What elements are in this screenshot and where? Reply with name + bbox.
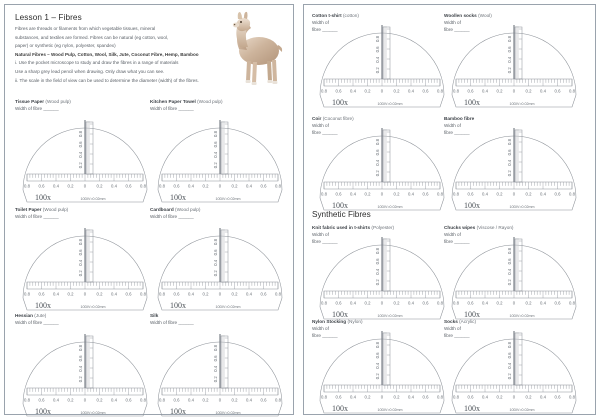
svg-text:0.2: 0.2 — [364, 191, 371, 197]
svg-text:0.8: 0.8 — [375, 342, 380, 348]
svg-text:0.2: 0.2 — [96, 183, 103, 189]
reticle-magnification-label: 100x — [170, 193, 186, 202]
svg-text:0.6: 0.6 — [507, 46, 512, 53]
reticle-magnification-label: 100x — [464, 201, 480, 210]
svg-text:0.6: 0.6 — [260, 183, 267, 189]
width-prompt-knit-fabric[interactable]: Width of fibre ______ — [312, 232, 338, 244]
width-prompt-cardboard[interactable]: Width of fibre ______ — [150, 214, 194, 219]
svg-text:0.4: 0.4 — [507, 362, 512, 369]
svg-text:0.6: 0.6 — [78, 141, 83, 148]
svg-text:0.6: 0.6 — [422, 300, 429, 306]
reticle-scale-caption: 10DIV=0.02mm — [377, 205, 403, 209]
svg-text:0.2: 0.2 — [375, 67, 380, 74]
svg-text:0.6: 0.6 — [335, 394, 342, 400]
width-prompt-toilet-paper[interactable]: Width of fibre ______ — [15, 214, 59, 219]
svg-text:0.4: 0.4 — [408, 191, 414, 197]
svg-text:0.8: 0.8 — [375, 248, 380, 254]
reticle-magnification-label: 100x — [332, 201, 348, 210]
specimen-toilet-paper — [15, 206, 146, 310]
svg-text:0.8: 0.8 — [159, 397, 165, 403]
svg-text:0.6: 0.6 — [375, 46, 380, 53]
svg-text:0.6: 0.6 — [38, 291, 45, 297]
svg-text:0.2: 0.2 — [496, 300, 503, 306]
svg-text:0.8: 0.8 — [275, 291, 281, 297]
specimen-title-toilet-paper: Toilet Paper (Wood pulp) — [15, 207, 69, 212]
reticle-magnification-label: 100x — [464, 310, 480, 319]
svg-text:0.2: 0.2 — [393, 394, 400, 400]
reticle-kitchen-paper-towel[interactable] — [150, 112, 290, 205]
svg-text:0.4: 0.4 — [188, 183, 194, 189]
svg-text:0.6: 0.6 — [38, 183, 45, 189]
svg-text:0.2: 0.2 — [78, 162, 83, 169]
svg-text:0.6: 0.6 — [422, 88, 429, 94]
svg-text:0: 0 — [380, 191, 384, 197]
width-prompt-nylon-stocking[interactable]: Width of fibre ______ — [312, 326, 338, 338]
svg-text:0.8: 0.8 — [507, 139, 512, 145]
svg-text:0.4: 0.4 — [408, 394, 414, 400]
reticle-scale-caption: 10DIV=0.02mm — [509, 205, 535, 209]
svg-text:0.6: 0.6 — [78, 249, 83, 256]
width-prompt-chucks-wipes[interactable]: Width of fibre ______ — [444, 232, 470, 244]
specimen-title-bamboo-fibre: Bamboo fibre — [444, 116, 475, 121]
reticle-nylon-stocking[interactable] — [312, 323, 452, 416]
width-prompt-woollen-socks[interactable]: Width of fibre ______ — [444, 20, 470, 32]
svg-text:0.8: 0.8 — [24, 397, 30, 403]
specimen-socks — [444, 318, 575, 413]
svg-text:0.2: 0.2 — [78, 270, 83, 277]
width-prompt-socks[interactable]: Width of fibre ______ — [444, 326, 470, 338]
specimen-bamboo-fibre — [444, 115, 575, 210]
reticle-tissue-paper[interactable] — [15, 112, 155, 205]
reticle-magnification-label: 100x — [35, 407, 51, 416]
instruction-line-1: i. Use the pocket microscope to study and draw the fibres in a range of materials — [15, 60, 179, 66]
svg-text:0.6: 0.6 — [125, 397, 132, 403]
svg-text:0.4: 0.4 — [507, 159, 512, 166]
svg-text:0.2: 0.2 — [375, 373, 380, 380]
reticle-scale-caption: 10DIV=0.02mm — [509, 314, 535, 318]
svg-text:0.4: 0.4 — [482, 300, 488, 306]
svg-text:0.8: 0.8 — [569, 88, 575, 94]
specimen-title-kitchen-paper-towel: Kitchen Paper Towel (Wood pulp) — [150, 99, 223, 104]
width-prompt-bamboo-fibre[interactable]: Width of fibre ______ — [444, 123, 470, 135]
worksheet-sheet-right — [303, 4, 596, 415]
svg-text:0.2: 0.2 — [507, 279, 512, 286]
svg-text:0.4: 0.4 — [507, 56, 512, 63]
svg-text:0.8: 0.8 — [321, 191, 327, 197]
svg-text:0.8: 0.8 — [453, 88, 459, 94]
svg-text:0.6: 0.6 — [260, 291, 267, 297]
svg-text:0.4: 0.4 — [111, 291, 117, 297]
reticle-magnification-label: 100x — [332, 98, 348, 107]
svg-text:0.6: 0.6 — [173, 183, 180, 189]
specimen-knit-fabric — [312, 224, 443, 319]
svg-text:0.2: 0.2 — [496, 88, 503, 94]
svg-text:0.4: 0.4 — [408, 300, 414, 306]
specimen-title-hessian: Hessian (Jute) — [15, 313, 47, 318]
svg-text:0.6: 0.6 — [38, 397, 45, 403]
svg-text:0.8: 0.8 — [507, 36, 512, 42]
svg-text:0.2: 0.2 — [507, 373, 512, 380]
svg-text:0.8: 0.8 — [78, 131, 83, 137]
svg-text:0.2: 0.2 — [96, 291, 103, 297]
section-title-synthetic-fibres: Synthetic Fibres — [312, 210, 371, 219]
worksheet-sheet-left — [4, 4, 294, 415]
specimen-title-silk: Silk — [150, 313, 159, 318]
svg-text:0.2: 0.2 — [78, 376, 83, 383]
svg-text:0.8: 0.8 — [437, 394, 443, 400]
svg-text:0.4: 0.4 — [482, 394, 488, 400]
svg-text:0: 0 — [512, 300, 516, 306]
svg-text:0: 0 — [380, 394, 384, 400]
svg-text:0.6: 0.6 — [125, 291, 132, 297]
svg-text:0.6: 0.6 — [507, 352, 512, 359]
svg-text:0.2: 0.2 — [375, 279, 380, 286]
specimen-woollen-socks — [444, 12, 575, 107]
svg-text:0.6: 0.6 — [422, 191, 429, 197]
svg-text:0.2: 0.2 — [202, 183, 209, 189]
svg-text:0.2: 0.2 — [525, 191, 532, 197]
specimen-title-nylon-stocking: Nylon Stocking (Nylon) — [312, 319, 363, 324]
svg-text:0.2: 0.2 — [393, 300, 400, 306]
reticle-magnification-label: 100x — [464, 98, 480, 107]
svg-text:0.4: 0.4 — [375, 159, 380, 166]
svg-text:0.8: 0.8 — [275, 183, 281, 189]
reticle-scale-caption: 10DIV=0.02mm — [509, 102, 535, 106]
svg-text:0.4: 0.4 — [375, 362, 380, 369]
reticle-cotton-t-shirt[interactable] — [312, 17, 452, 110]
svg-text:0.8: 0.8 — [437, 88, 443, 94]
svg-text:0.8: 0.8 — [569, 394, 575, 400]
svg-text:0.6: 0.6 — [554, 300, 561, 306]
svg-text:0.6: 0.6 — [375, 352, 380, 359]
svg-text:0.4: 0.4 — [375, 268, 380, 275]
reticle-scale-caption: 10DIV=0.02mm — [377, 314, 403, 318]
svg-text:0.2: 0.2 — [364, 88, 371, 94]
reticle-scale-caption: 10DIV=0.02mm — [215, 197, 241, 201]
reticle-woollen-socks[interactable] — [444, 17, 584, 110]
svg-text:0.2: 0.2 — [231, 397, 238, 403]
specimen-title-socks: Socks (Acrylic) — [444, 319, 477, 324]
reticle-socks[interactable] — [444, 323, 584, 416]
svg-text:0.8: 0.8 — [213, 345, 218, 351]
reticle-hessian[interactable] — [15, 326, 155, 419]
svg-text:0.4: 0.4 — [53, 183, 59, 189]
svg-text:0: 0 — [380, 300, 384, 306]
svg-text:0.6: 0.6 — [335, 300, 342, 306]
svg-text:0: 0 — [218, 397, 222, 403]
svg-text:0.4: 0.4 — [540, 191, 546, 197]
svg-text:0.2: 0.2 — [96, 397, 103, 403]
svg-text:0.4: 0.4 — [53, 291, 59, 297]
svg-text:0.2: 0.2 — [525, 394, 532, 400]
svg-text:0.8: 0.8 — [140, 183, 146, 189]
svg-text:0.4: 0.4 — [507, 268, 512, 275]
svg-text:0.4: 0.4 — [375, 56, 380, 63]
svg-text:0.4: 0.4 — [540, 394, 546, 400]
width-prompt-tissue-paper[interactable]: Width of fibre ______ — [15, 106, 59, 111]
svg-text:0.8: 0.8 — [140, 397, 146, 403]
svg-text:0.4: 0.4 — [246, 291, 252, 297]
reticle-magnification-label: 100x — [35, 193, 51, 202]
svg-text:0.4: 0.4 — [53, 397, 59, 403]
svg-text:0.8: 0.8 — [78, 239, 83, 245]
specimen-hessian — [15, 312, 146, 416]
svg-text:0.6: 0.6 — [422, 394, 429, 400]
reticle-magnification-label: 100x — [170, 301, 186, 310]
svg-text:0.6: 0.6 — [467, 394, 474, 400]
svg-text:0.6: 0.6 — [173, 291, 180, 297]
svg-text:0.2: 0.2 — [67, 183, 74, 189]
svg-text:0.2: 0.2 — [364, 394, 371, 400]
svg-text:0.8: 0.8 — [375, 139, 380, 145]
svg-text:0.8: 0.8 — [213, 131, 218, 137]
svg-text:0.4: 0.4 — [111, 183, 117, 189]
svg-text:0.4: 0.4 — [408, 88, 414, 94]
svg-text:0.2: 0.2 — [213, 376, 218, 383]
reticle-chucks-wipes[interactable] — [444, 229, 584, 322]
specimen-cardboard — [150, 206, 281, 310]
svg-text:0: 0 — [83, 183, 87, 189]
svg-text:0.6: 0.6 — [78, 355, 83, 362]
specimen-title-coir: Coir (Coconut fibre) — [312, 116, 354, 121]
reticle-bamboo-fibre[interactable] — [444, 120, 584, 213]
svg-text:0.4: 0.4 — [246, 397, 252, 403]
svg-text:0.8: 0.8 — [507, 248, 512, 254]
svg-text:0.8: 0.8 — [213, 239, 218, 245]
svg-text:0.4: 0.4 — [350, 394, 356, 400]
svg-text:0.6: 0.6 — [554, 394, 561, 400]
svg-text:0: 0 — [512, 394, 516, 400]
svg-text:0.4: 0.4 — [213, 259, 218, 266]
reticle-magnification-label: 100x — [464, 404, 480, 413]
specimen-nylon-stocking — [312, 318, 443, 413]
svg-text:0.4: 0.4 — [78, 151, 83, 158]
intro-line-2: substances, and textiles are formed. Fibres can be natural (eg cotton, wool, — [15, 34, 169, 40]
svg-text:0.6: 0.6 — [507, 258, 512, 265]
reticle-silk[interactable] — [150, 326, 290, 419]
svg-text:0.4: 0.4 — [540, 300, 546, 306]
svg-text:0.4: 0.4 — [540, 88, 546, 94]
svg-text:0.8: 0.8 — [375, 36, 380, 42]
svg-text:0.8: 0.8 — [453, 191, 459, 197]
specimen-title-cotton-t-shirt: Cotton t-shirt (cotton) — [312, 13, 359, 18]
svg-text:0.8: 0.8 — [275, 397, 281, 403]
width-prompt-cotton-t-shirt[interactable]: Width of fibre ______ — [312, 20, 338, 32]
specimen-chucks-wipes — [444, 224, 575, 319]
reticle-scale-caption: 10DIV=0.02mm — [80, 411, 106, 415]
reticle-coir[interactable] — [312, 120, 452, 213]
svg-text:0.8: 0.8 — [321, 88, 327, 94]
svg-text:0.6: 0.6 — [467, 88, 474, 94]
svg-text:0: 0 — [83, 291, 87, 297]
svg-text:0.2: 0.2 — [67, 397, 74, 403]
svg-text:0.4: 0.4 — [482, 88, 488, 94]
instruction-line-2: Use a sharp grey lead pencil when drawing. Only draw what you can see. — [15, 68, 165, 74]
specimen-silk — [150, 312, 281, 416]
reticle-magnification-label: 100x — [332, 310, 348, 319]
svg-text:0.2: 0.2 — [213, 162, 218, 169]
svg-text:0.8: 0.8 — [78, 345, 83, 351]
svg-text:0: 0 — [218, 183, 222, 189]
reticle-magnification-label: 100x — [35, 301, 51, 310]
svg-text:0.6: 0.6 — [507, 149, 512, 156]
svg-text:0.4: 0.4 — [350, 191, 356, 197]
svg-text:0.2: 0.2 — [507, 170, 512, 177]
svg-text:0.8: 0.8 — [453, 300, 459, 306]
reticle-scale-caption: 10DIV=0.02mm — [215, 305, 241, 309]
reticle-scale-caption: 10DIV=0.02mm — [509, 408, 535, 412]
svg-text:0.6: 0.6 — [335, 191, 342, 197]
svg-text:0: 0 — [83, 397, 87, 403]
natural-fibres-line: Natural Fibres – Wood Pulp, Cotton, Wool, Silk, Jute, Coconut Fibre, Hemp, Bamboo — [15, 51, 199, 57]
svg-text:0.2: 0.2 — [213, 270, 218, 277]
svg-text:0.4: 0.4 — [213, 151, 218, 158]
svg-text:0.8: 0.8 — [159, 291, 165, 297]
svg-text:0.6: 0.6 — [467, 300, 474, 306]
page-title: Lesson 1 – Fibres — [15, 13, 82, 22]
svg-text:0.6: 0.6 — [125, 183, 132, 189]
width-prompt-hessian[interactable]: Width of fibre ______ — [15, 320, 59, 325]
svg-text:0.6: 0.6 — [467, 191, 474, 197]
svg-text:0.4: 0.4 — [213, 365, 218, 372]
specimen-cotton-t-shirt — [312, 12, 443, 107]
reticle-scale-caption: 10DIV=0.02mm — [80, 305, 106, 309]
svg-text:0.4: 0.4 — [350, 88, 356, 94]
svg-text:0.2: 0.2 — [375, 170, 380, 177]
intro-line-3: paper) or synthetic (eg nylon, polyester, spandex) — [15, 43, 116, 49]
reticle-scale-caption: 10DIV=0.02mm — [80, 197, 106, 201]
width-prompt-coir[interactable]: Width of fibre ______ — [312, 123, 338, 135]
svg-text:0.6: 0.6 — [213, 141, 218, 148]
svg-text:0.2: 0.2 — [231, 183, 238, 189]
svg-text:0.8: 0.8 — [507, 342, 512, 348]
svg-text:0: 0 — [512, 88, 516, 94]
reticle-knit-fabric[interactable] — [312, 229, 452, 322]
instruction-line-3: ii. The scale in the field of view can be used to determine the diameter (width) of the fibres. — [15, 77, 199, 83]
reticle-magnification-label: 100x — [332, 404, 348, 413]
svg-text:0.4: 0.4 — [111, 397, 117, 403]
svg-text:0.4: 0.4 — [78, 259, 83, 266]
specimen-coir — [312, 115, 443, 210]
svg-text:0.8: 0.8 — [437, 300, 443, 306]
svg-text:0.8: 0.8 — [321, 300, 327, 306]
svg-text:0.2: 0.2 — [496, 191, 503, 197]
svg-text:0.2: 0.2 — [525, 88, 532, 94]
reticle-scale-caption: 10DIV=0.02mm — [377, 102, 403, 106]
specimen-tissue-paper — [15, 98, 146, 202]
svg-text:0.4: 0.4 — [78, 365, 83, 372]
svg-text:0.2: 0.2 — [202, 291, 209, 297]
svg-text:0.4: 0.4 — [482, 191, 488, 197]
svg-text:0.2: 0.2 — [393, 88, 400, 94]
svg-text:0.8: 0.8 — [159, 183, 165, 189]
svg-text:0.8: 0.8 — [140, 291, 146, 297]
svg-text:0.2: 0.2 — [525, 300, 532, 306]
svg-text:0: 0 — [380, 88, 384, 94]
svg-text:0.8: 0.8 — [437, 191, 443, 197]
svg-text:0.8: 0.8 — [569, 300, 575, 306]
svg-text:0.2: 0.2 — [496, 394, 503, 400]
svg-text:0.6: 0.6 — [173, 397, 180, 403]
svg-text:0.8: 0.8 — [569, 191, 575, 197]
reticle-magnification-label: 100x — [170, 407, 186, 416]
alpaca-illustration — [223, 11, 285, 89]
reticle-scale-caption: 10DIV=0.02mm — [215, 411, 241, 415]
svg-text:0.6: 0.6 — [375, 258, 380, 265]
svg-text:0.4: 0.4 — [246, 183, 252, 189]
specimen-title-woollen-socks: Woollen socks (Wool) — [444, 13, 492, 18]
svg-text:0.6: 0.6 — [213, 249, 218, 256]
svg-text:0.2: 0.2 — [202, 397, 209, 403]
svg-text:0.2: 0.2 — [393, 191, 400, 197]
svg-text:0.2: 0.2 — [231, 291, 238, 297]
svg-text:0.6: 0.6 — [260, 397, 267, 403]
width-prompt-silk[interactable]: Width of fibre ______ — [150, 320, 194, 325]
reticle-toilet-paper[interactable] — [15, 220, 155, 313]
specimen-title-cardboard: Cardboard (Wood pulp) — [150, 207, 201, 212]
svg-text:0.8: 0.8 — [24, 183, 30, 189]
svg-text:0.2: 0.2 — [67, 291, 74, 297]
specimen-kitchen-paper-towel — [150, 98, 281, 202]
svg-text:0.6: 0.6 — [375, 149, 380, 156]
svg-text:0.2: 0.2 — [364, 300, 371, 306]
width-prompt-kitchen-paper-towel[interactable]: Width of fibre ______ — [150, 106, 194, 111]
svg-text:0.6: 0.6 — [554, 191, 561, 197]
svg-text:0.6: 0.6 — [335, 88, 342, 94]
svg-text:0: 0 — [218, 291, 222, 297]
reticle-cardboard[interactable] — [150, 220, 290, 313]
svg-text:0.8: 0.8 — [24, 291, 30, 297]
svg-text:0.8: 0.8 — [321, 394, 327, 400]
svg-text:0: 0 — [512, 191, 516, 197]
reticle-scale-caption: 10DIV=0.02mm — [377, 408, 403, 412]
svg-text:0.4: 0.4 — [188, 397, 194, 403]
svg-text:0.8: 0.8 — [453, 394, 459, 400]
specimen-title-tissue-paper: Tissue Paper (Wood pulp) — [15, 99, 71, 104]
specimen-title-chucks-wipes: Chucks wipes (Viscose / Rayon) — [444, 225, 514, 230]
svg-text:0.6: 0.6 — [213, 355, 218, 362]
intro-line-1: Fibres are threads or filaments from which vegetable tissues, mineral — [15, 26, 156, 31]
svg-text:0.6: 0.6 — [554, 88, 561, 94]
svg-text:0.2: 0.2 — [507, 67, 512, 74]
specimen-title-knit-fabric: Knit fabric used in t-shirts (Polyester) — [312, 225, 395, 230]
svg-text:0.4: 0.4 — [188, 291, 194, 297]
svg-text:0.4: 0.4 — [350, 300, 356, 306]
intro-text — [15, 25, 220, 85]
